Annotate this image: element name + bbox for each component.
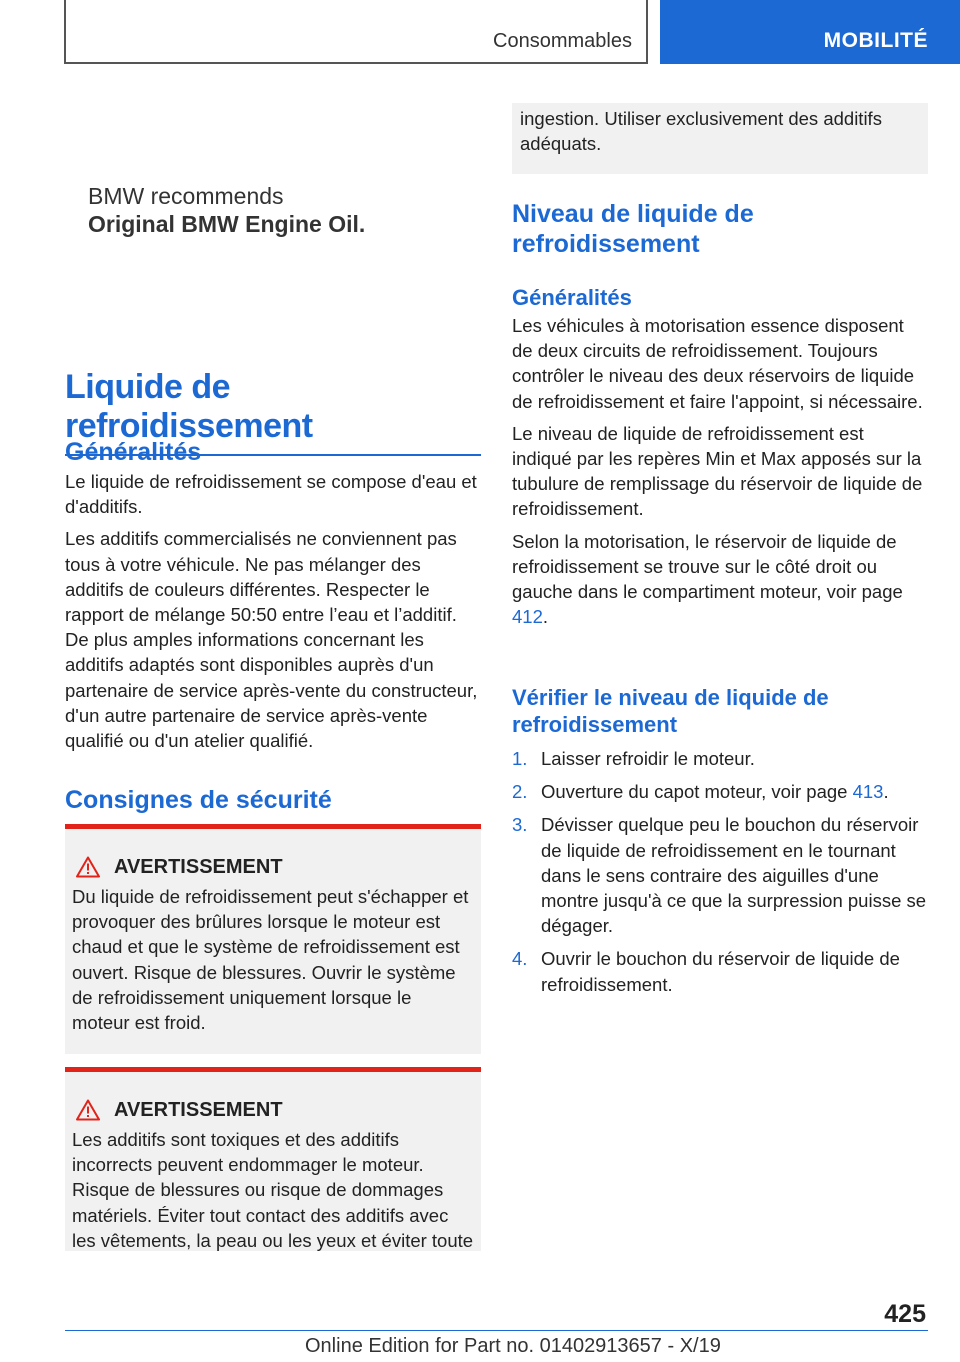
warning-box-2: [65, 1067, 481, 1251]
page-number: 425: [884, 1300, 926, 1328]
cooling-circuits-paragraph: Les véhicules à motorisation essence disposent de deux circuits de refroidissement. Toujours contrôler le niveau des deux réservoirs de liquide de refroidissement et faire l'appoint, si nécessaire.: [512, 315, 923, 412]
page-link-412[interactable]: 412: [512, 606, 543, 628]
header-chapter-tab: [660, 0, 960, 64]
ad-line-1: BMW recommends: [88, 183, 284, 209]
coolant-composition-paragraph: Le liquide de refroidissement se compose d'eau et d'additifs.: [65, 471, 477, 518]
warning-triangle-icon: [76, 1099, 100, 1121]
page-link-413[interactable]: 413: [852, 781, 884, 803]
step-item: [512, 746, 928, 771]
left-generalities: [65, 437, 481, 753]
step-text-end: .: [883, 781, 889, 803]
warning-title-text-1: AVERTISSEMENT: [114, 855, 283, 878]
safety-heading: Consignes de sécurité: [65, 786, 332, 814]
warning-title-1: [76, 852, 474, 882]
check-level-heading: Vérifier le niveau de liquide de refroidissement: [512, 685, 829, 737]
warning-title-text-2: AVERTISSEMENT: [114, 1098, 283, 1121]
header-section-tab: [64, 0, 648, 64]
reservoir-location-paragraph: [512, 529, 928, 630]
step-text: Dévisser quelque peu le bouchon du réservoir de liquide de refroidissement en le tournant dans le sens contraire des aiguilles d'une montre jusqu'à ce que la surpression puisse se dégager.: [541, 814, 927, 937]
warning-continuation-box: [512, 103, 928, 174]
step-text: Ouverture du capot moteur, voir page: [541, 781, 848, 803]
reservoir-location-end: .: [542, 606, 549, 628]
check-level-steps: [512, 746, 928, 1005]
ad-line-2: Original BMW Engine Oil.: [88, 211, 366, 237]
warning-title-2: [76, 1095, 474, 1125]
additives-paragraph: Les additifs commercialisés ne conviennent pas tous à votre véhicule. Ne pas mélanger des additifs de couleurs différentes. Respecter le rapport de mélange 50:50 entre l’eau et l’additif. De plus amples informations concernant les additifs adaptés sont disponibles auprès d'un partenaire de service après-vente du constructeur, d'un autre partenaire de service après-vente qualifié ou d'un atelier qualifié.: [65, 528, 478, 752]
step-number: 1.: [512, 748, 528, 769]
step-item: [512, 812, 928, 938]
header-chapter-title: MOBILITÉ: [823, 29, 928, 52]
generalities-heading: Généralités: [65, 438, 202, 466]
step-text: Ouvrir le bouchon du réservoir de liquide de refroidissement.: [541, 948, 900, 995]
bmw-oil-ad: [88, 182, 365, 238]
step-text: Laisser refroidir le moteur.: [541, 748, 755, 769]
step-number: 4.: [512, 948, 528, 970]
reservoir-location-text: Selon la motorisation, le réservoir de liquide de refroidissement se trouve sur le côté droit ou gauche dans le compartiment moteur, voir page: [512, 530, 903, 603]
page-title: Liquide de refroidissement: [65, 368, 481, 456]
header-section-title: Consommables: [493, 30, 632, 52]
level-marks-paragraph: Le niveau de liquide de refroidissement est indiqué par les repères Min et Max apposés sur la tubulure de remplissage du réservoir de liquide de refroidissement.: [512, 422, 923, 520]
step-item: [512, 946, 928, 996]
warning-box-1: [65, 824, 481, 1054]
warning-continuation-text: ingestion. Utiliser exclusivement des additifs adéquats.: [520, 108, 882, 155]
footer-divider: [65, 1330, 928, 1331]
warning-triangle-icon: [76, 856, 100, 878]
right-generalities-heading: Généralités: [512, 285, 632, 310]
warning-text-2: Les additifs sont toxiques et des additifs incorrects peuvent endommager le moteur. Risque de blessures ou risque de dommages matériels. Éviter tout contact des additifs avec les vêtements, la peau ou les yeux et éviter toute: [72, 1129, 474, 1251]
step-number: 3.: [512, 814, 528, 836]
step-number: 2.: [512, 781, 528, 803]
right-generalities: [512, 284, 928, 629]
warning-text-1: Du liquide de refroidissement peut s'échapper et provoquer des brûlures lorsque le moteur est chaud et que le système de refroidissement est ouvert. Risque de blessures. Ouvrir le système de refroidissement uniquement lorsque le moteur est froid.: [72, 886, 469, 1034]
footer-edition: Online Edition for Part no. 01402913657 - X/19: [305, 1335, 721, 1357]
coolant-level-heading: Niveau de liquide de refroidissement: [512, 200, 754, 258]
step-item: [512, 779, 928, 804]
